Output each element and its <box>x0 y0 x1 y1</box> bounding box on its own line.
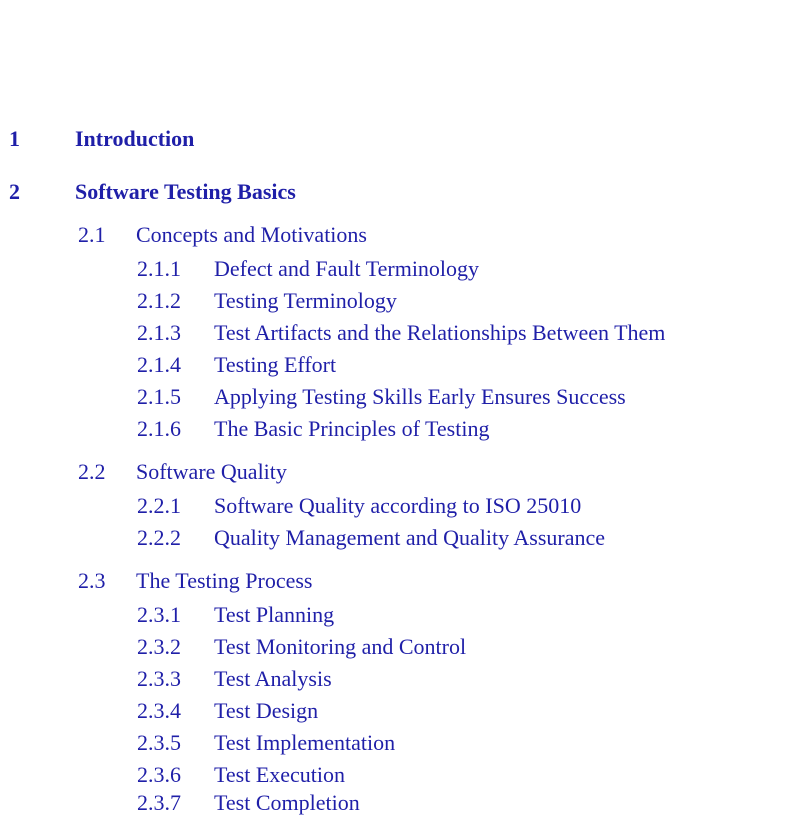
toc-title: Test Planning <box>214 602 335 627</box>
toc-number: 2.1 <box>78 222 106 247</box>
toc-number: 2.3 <box>78 568 106 593</box>
toc-number: 2.1.4 <box>137 352 181 377</box>
toc-number: 2.2.1 <box>137 493 181 518</box>
toc-number: 2.1.2 <box>137 288 181 313</box>
toc-title: Concepts and Motivations <box>136 222 367 247</box>
toc-number: 2.1.3 <box>137 320 181 345</box>
toc-number: 2.2.2 <box>137 525 181 550</box>
toc-number: 2.3.1 <box>137 602 181 627</box>
toc-title: Applying Testing Skills Early Ensures Success <box>214 384 626 409</box>
toc-number: 2.3.2 <box>137 634 181 659</box>
toc-number: 2.3.7 <box>137 790 181 815</box>
toc-title: Software Testing Basics <box>75 179 296 204</box>
toc-number: 2.3.6 <box>137 762 181 787</box>
toc-number: 2.1.1 <box>137 256 181 281</box>
toc-number: 2.1.5 <box>137 384 181 409</box>
toc-title: Quality Management and Quality Assurance <box>214 525 606 550</box>
toc-number: 2 <box>9 179 20 204</box>
toc-title: The Basic Principles of Testing <box>214 416 490 441</box>
toc-number: 2.3.4 <box>137 698 181 723</box>
toc-number: 2.2 <box>78 459 106 484</box>
toc-title: Test Artifacts and the Relationships Between Them <box>214 320 666 345</box>
toc-title: Test Implementation <box>214 730 396 755</box>
toc-title: Test Analysis <box>214 666 332 691</box>
toc-title: Defect and Fault Terminology <box>214 256 480 281</box>
toc-number: 2.3.3 <box>137 666 181 691</box>
toc-title: Introduction <box>75 126 195 151</box>
toc-title: Testing Terminology <box>214 288 397 313</box>
toc-title: Test Execution <box>214 762 346 787</box>
toc-title: Software Quality <box>136 459 287 484</box>
toc-title: Testing Effort <box>214 352 337 377</box>
toc-title: Test Completion <box>214 790 360 815</box>
toc-title: Test Monitoring and Control <box>214 634 467 659</box>
toc-title: The Testing Process <box>136 568 313 593</box>
toc-title: Test Design <box>214 698 319 723</box>
toc-title: Software Quality according to ISO 25010 <box>214 493 582 518</box>
toc-number: 1 <box>9 126 20 151</box>
toc-number: 2.1.6 <box>137 416 181 441</box>
toc-number: 2.3.5 <box>137 730 181 755</box>
